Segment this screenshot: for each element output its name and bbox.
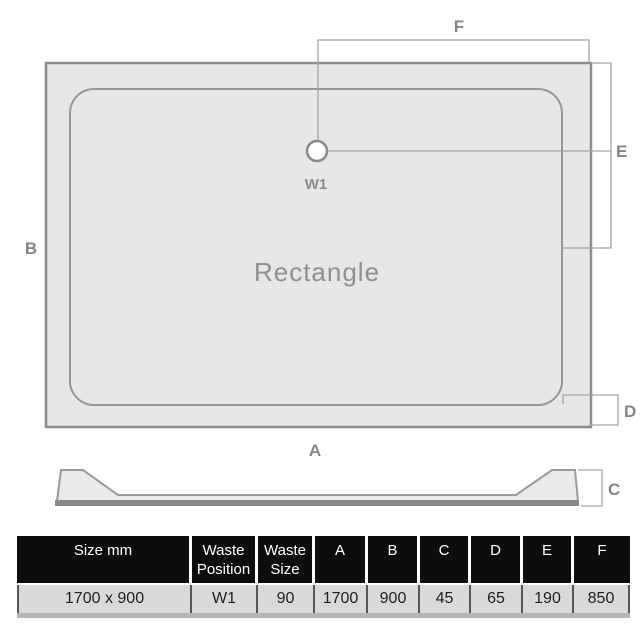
- value-waste-position: W1: [192, 585, 258, 613]
- header-a: A: [315, 536, 368, 583]
- header-e: E: [523, 536, 574, 583]
- dim-label-b: B: [24, 239, 38, 258]
- spec-table: [17, 536, 630, 618]
- tray-side-profile: [57, 470, 578, 501]
- dim-label-f: F: [453, 17, 465, 36]
- header-d: D: [471, 536, 523, 583]
- header-c: C: [420, 536, 471, 583]
- tray-inner-edge: [70, 89, 562, 405]
- value-d: 65: [471, 585, 523, 613]
- header-b: B: [368, 536, 420, 583]
- spec-table-header-row: [17, 536, 630, 583]
- header-f: F: [574, 536, 630, 583]
- header-waste-size: Waste Size: [258, 536, 315, 583]
- value-f: 850: [574, 585, 630, 613]
- value-a: 1700: [315, 585, 368, 613]
- spec-table-data-row: [17, 585, 630, 613]
- shape-title: Rectangle: [253, 257, 381, 287]
- value-e: 190: [523, 585, 574, 613]
- header-size-mm: Size mm: [17, 536, 192, 583]
- dim-label-c: C: [608, 480, 621, 499]
- value-b: 900: [368, 585, 420, 613]
- dim-label-d: D: [624, 402, 637, 421]
- value-c: 45: [420, 585, 471, 613]
- dim-label-e: E: [616, 142, 628, 161]
- dimension-line-c: [578, 470, 602, 506]
- waste-position-label: W1: [304, 176, 328, 193]
- tray-profile-base: [55, 500, 579, 506]
- table-bottom-shadow: [17, 613, 630, 618]
- dim-label-a: A: [308, 441, 322, 460]
- value-waste-size: 90: [258, 585, 315, 613]
- waste-hole: [307, 141, 327, 161]
- value-size-mm: 1700 x 900: [17, 585, 192, 613]
- header-waste-position: Waste Position: [192, 536, 258, 583]
